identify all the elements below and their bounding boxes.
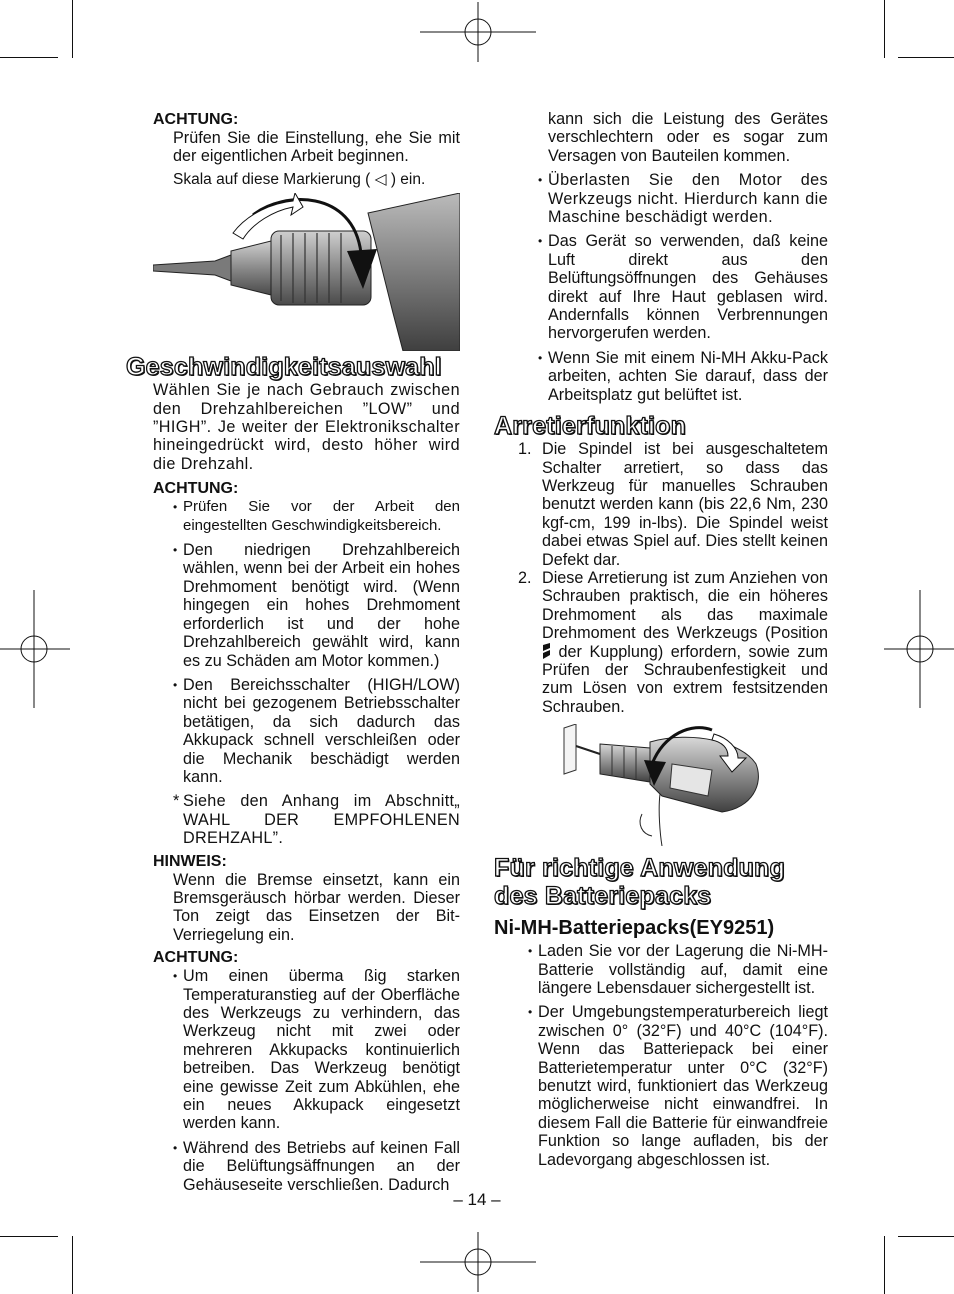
left-column: [126, 110, 460, 1194]
registration-mark-left: [0, 590, 70, 708]
list-item: • Prüfen Sie vor der Arbeit den eingestellten Geschwindigkeitsbereich.: [173, 498, 460, 535]
section-title-battery: Für richtige Anwendung des Batteriepacks: [494, 854, 785, 911]
list-item: • Der Umgebungstemperaturbereich liegt zwischen 0° (32°F) und 40°C (104°F). Wenn das Batteriepack bei einer Batterietemperatur unter 0°C (32°F) benutzt wird, funktioniert das Werkzeug möglicherweise nicht einwandfrei. In diesem Fall die Batterie für einwandfreie Funktion so lange aufladen, bis der Ladevorgang abgeschlossen ist.: [528, 1003, 828, 1169]
item-number: 1.: [518, 440, 532, 459]
achtung-label-3: ACHTUNG:: [153, 949, 239, 967]
list-item: • Den niedrigen Drehzahlbereich wählen, wenn bei der Arbeit ein hohes Drehmoment benötigt wird. (Wenn hingegen ein hohes Drehmoment erforderlich ist und der hohe Drehzahlbereich gewählt wird, kann es zu Schäden am Motor kommen.): [173, 541, 460, 670]
registration-mark-right: [884, 590, 954, 708]
section-title-speed: Geschwindigkeitsauswahl: [126, 353, 442, 382]
continuation-text: kann sich die Leistung des Gerätes verschlechtern oder es sogar zum Versagen von Bauteilen kommen.: [548, 110, 828, 165]
right-column: [494, 110, 828, 1169]
skala-text: Skala auf diese Markierung ( ◁ ) ein.: [173, 170, 426, 188]
list-item: • Den Bereichsschalter (HIGH/LOW) nicht bei gezogenem Betriebsschalter betätigen, da sich dadurch das Akkupack schnell verschleißen oder die Mechanik beschädigt werden kann.: [173, 676, 460, 786]
list-item: • Das Gerät so verwenden, daß keine Luft direkt aus den Belüftungsöffnungen des Gehäuses direkt auf Ihre Haut geblasen wird. Andernfalls können Verbrennungen hervorgerufen werden.: [538, 232, 828, 342]
page-number: – 14 –: [453, 1190, 501, 1209]
item-number: 2.: [518, 568, 532, 587]
section-title-arretier: Arretierfunktion: [494, 412, 687, 441]
item-text-before: Diese Arretierung ist zum Anziehen von Schrauben praktisch, die ein höheres Drehmoment als das maximale Drehmoment des Werkzeugs (Position: [542, 568, 828, 643]
list-item: • Wenn Sie mit einem Ni-MH Akku-Pack arbeiten, achten Sie darauf, dass der Arbeitsplatz gut belüftet ist.: [538, 349, 828, 404]
speed-intro: Wählen Sie je nach Gebrauch zwischen den Drehzahlbereichen ”LOW” und ”HIGH”. Je weiter der Elektronikschalter hineingedrückt wird, desto höher wird die Drehzahl.: [153, 381, 460, 473]
numbered-item-2: [518, 569, 828, 716]
list-item: • Um einen überma ßig starken Temperaturanstieg auf der Oberfläche des Werkzeugs zu verhindern, das Werkzeug nicht mit zwei oder mehreren Akkupacks kontinuierlich betreiben. Das Werkzeug benötigt eine gewisse Zeit zum Abkühlen, ehe ein neues Akkupack eingesetzt werden kann.: [173, 967, 460, 1133]
nimh-subtitle: Ni-MH-Batteriepacks(EY9251): [494, 917, 775, 940]
registration-mark-top: [420, 2, 536, 62]
registration-mark-bottom: [420, 1232, 536, 1292]
achtung-label: ACHTUNG:: [153, 111, 239, 128]
asterisk-note: * Siehe den Anhang im Abschnitt„ WAHL DER EMPFOHLENEN DREHZAHL”.: [173, 792, 460, 847]
drill-lock-illustration: [542, 724, 802, 846]
list-item: • Überlasten Sie den Motor des Werkzeugs nicht. Hierdurch kann die Maschine beschädigt werden.: [538, 171, 828, 226]
item-text-after: der Kupplung) erfordern, sowie zum Prüfen der Schraubenfestigkeit und zum Lösen von extrem festsitzenden Schrauben.: [542, 642, 828, 716]
drill-chuck-illustration: [153, 193, 460, 351]
hinweis-label: HINWEIS:: [153, 852, 227, 870]
achtung-text: Prüfen Sie die Einstellung, ehe Sie mit der eigentlichen Arbeit beginnen.: [173, 129, 460, 166]
list-item: • Laden Sie vor der Lagerung die Ni-MH-Batterie vollständig auf, damit eine längere Lebensdauer sichergestellt ist.: [528, 942, 828, 997]
numbered-item-1: [518, 440, 828, 569]
lock-position-icon: [542, 643, 551, 659]
list-item: • Während des Betriebs auf keinen Fall die Belüftungsäffnungen an der Gehäuseseite verschließen. Dadurch: [173, 1139, 460, 1194]
item-text: Die Spindel ist bei ausgeschaltetem Schalter arretiert, so dass das Werkzeug für manuelles Schrauben benutzt werden kann (bis 22,6 Nm, 230 kgf-cm, 199 in-lbs). Die Spindel weist dabei etwas Spiel auf. Dies stellt keinen Defekt dar.: [542, 440, 828, 569]
achtung-label-2: ACHTUNG:: [153, 480, 239, 498]
hinweis-text: Wenn die Bremse einsetzt, kann ein Bremsgeräusch hörbar werden. Dieser Ton zeigt das Einsetzen der Bit-Verriegelung ein.: [173, 870, 460, 944]
